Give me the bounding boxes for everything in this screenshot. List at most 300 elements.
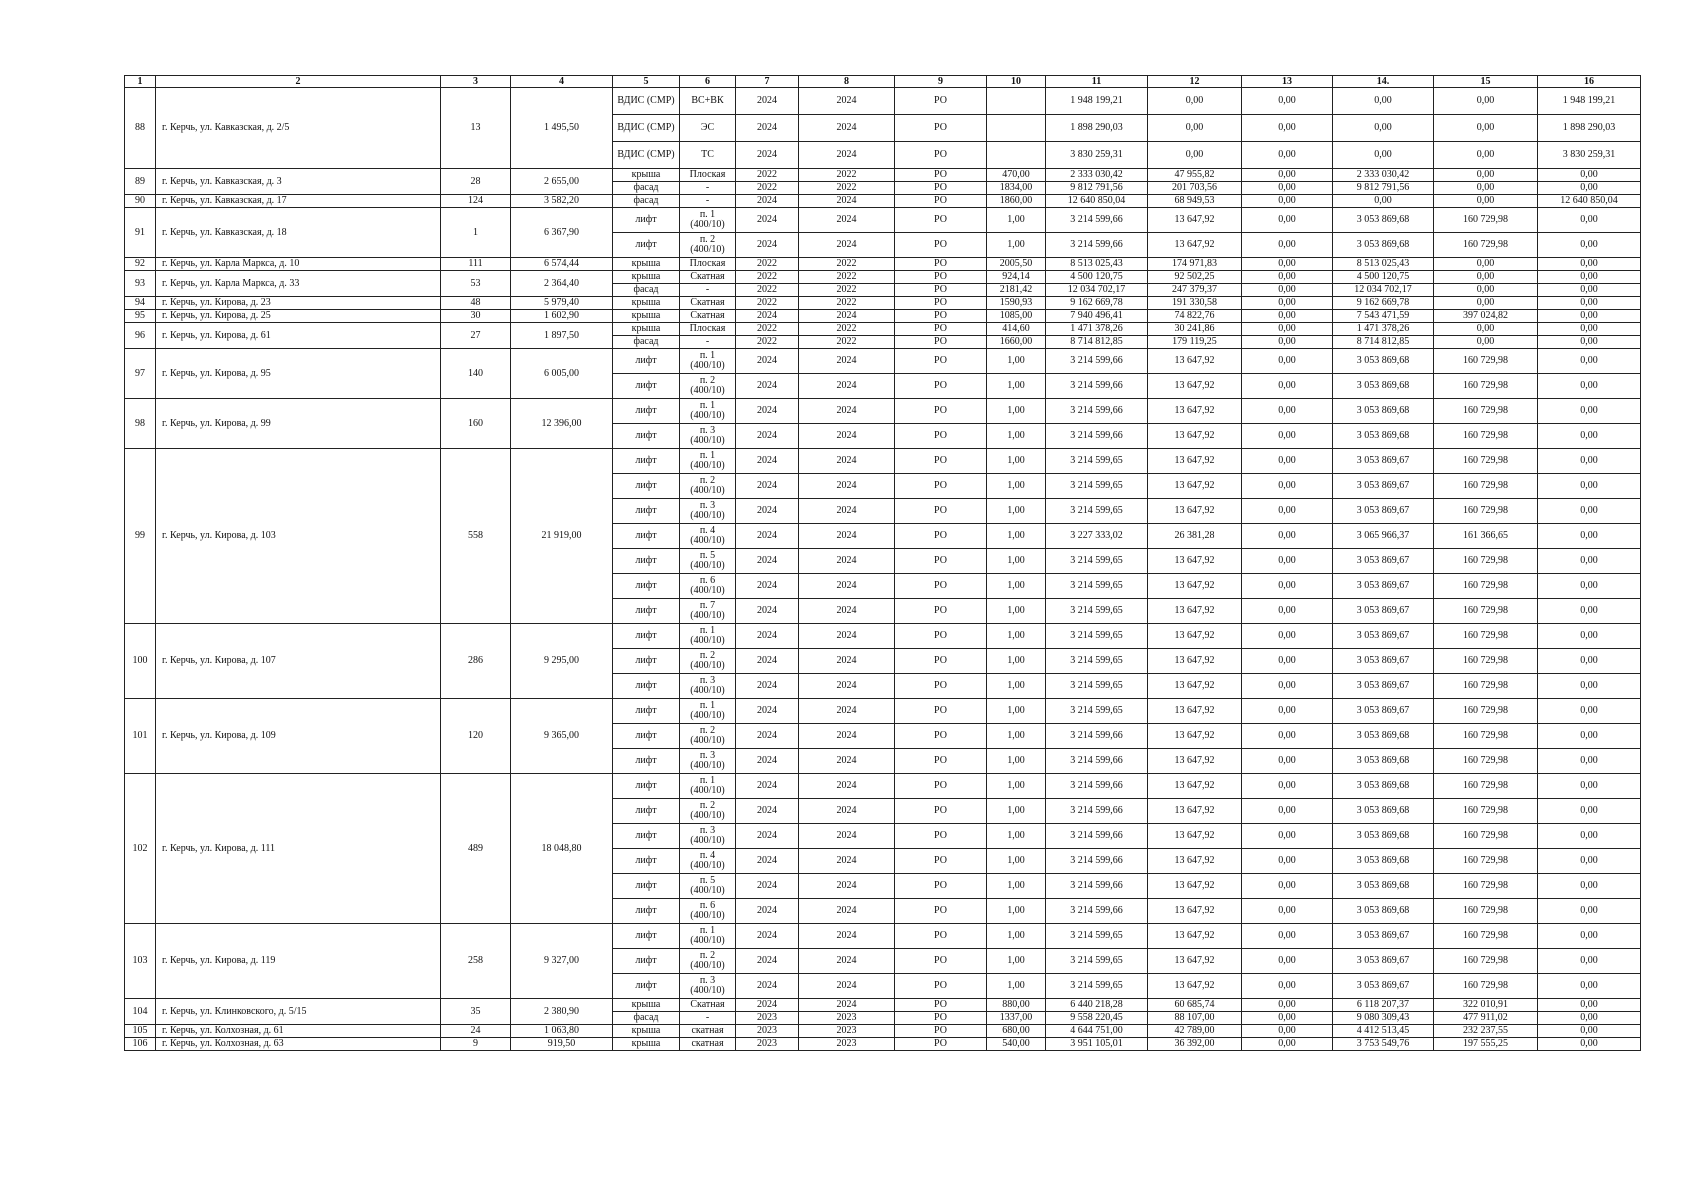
cell-work-detail: п. 1 (400/10) (680, 399, 736, 424)
cell-col-15: 0,00 (1434, 336, 1538, 349)
cell-work-detail: - (680, 1012, 736, 1025)
cell-col-15: 160 729,98 (1434, 649, 1538, 674)
cell-volume: 1,00 (987, 349, 1046, 374)
cell-col-13: 0,00 (1242, 336, 1333, 349)
cell-total-cost: 3 830 259,31 (1046, 142, 1148, 169)
cell-source: РО (895, 1038, 987, 1051)
cell-work-type: крыша (613, 999, 680, 1012)
cell-col-13: 0,00 (1242, 297, 1333, 310)
cell-source: РО (895, 374, 987, 399)
table-row (125, 258, 1641, 271)
cell-address: г. Керчь, ул. Колхозная, д. 61 (156, 1025, 441, 1038)
cell-col-16: 0,00 (1538, 1012, 1641, 1025)
header-cell: 11 (1046, 76, 1148, 88)
cell-col-14: 0,00 (1333, 88, 1434, 115)
cell-col-13: 0,00 (1242, 599, 1333, 624)
cell-work-type: фасад (613, 195, 680, 208)
cell-col-14: 0,00 (1333, 142, 1434, 169)
cell-year-end: 2024 (799, 142, 895, 169)
cell-total-cost: 1 471 378,26 (1046, 323, 1148, 336)
cell-col-15: 160 729,98 (1434, 749, 1538, 774)
cell-total-cost: 3 214 599,66 (1046, 749, 1148, 774)
cell-col-14: 3 053 869,68 (1333, 724, 1434, 749)
cell-col-14: 3 053 869,68 (1333, 349, 1434, 374)
cell-volume: 1,00 (987, 374, 1046, 399)
cell-col-12: 0,00 (1148, 115, 1242, 142)
table-row (125, 208, 1641, 233)
cell-year-end: 2022 (799, 297, 895, 310)
cell-year-start: 2024 (736, 749, 799, 774)
cell-year-start: 2024 (736, 649, 799, 674)
header-cell: 9 (895, 76, 987, 88)
cell-col-3: 53 (441, 271, 511, 297)
cell-work-detail: п. 2 (400/10) (680, 233, 736, 258)
cell-year-start: 2024 (736, 949, 799, 974)
cell-total-cost: 3 214 599,66 (1046, 874, 1148, 899)
cell-col-12: 13 647,92 (1148, 574, 1242, 599)
cell-col-14: 8 513 025,43 (1333, 258, 1434, 271)
cell-col-13: 0,00 (1242, 799, 1333, 824)
cell-volume: 1,00 (987, 574, 1046, 599)
cell-total-cost: 9 812 791,56 (1046, 182, 1148, 195)
cell-col-14: 3 053 869,68 (1333, 849, 1434, 874)
cell-col-15: 160 729,98 (1434, 474, 1538, 499)
cell-row-number: 89 (125, 169, 156, 195)
cell-volume: 1,00 (987, 399, 1046, 424)
cell-col-14: 3 053 869,68 (1333, 874, 1434, 899)
cell-volume: 1,00 (987, 599, 1046, 624)
cell-col-3: 1 (441, 208, 511, 258)
cell-year-start: 2024 (736, 310, 799, 323)
header-cell: 15 (1434, 76, 1538, 88)
cell-year-start: 2024 (736, 874, 799, 899)
cell-total-cost: 3 214 599,66 (1046, 233, 1148, 258)
cell-total-cost: 4 500 120,75 (1046, 271, 1148, 284)
cell-col-13: 0,00 (1242, 699, 1333, 724)
cell-col-13: 0,00 (1242, 115, 1333, 142)
cell-year-start: 2024 (736, 499, 799, 524)
document-sheet (124, 75, 1640, 1051)
cell-col-3: 28 (441, 169, 511, 195)
cell-volume: 1,00 (987, 474, 1046, 499)
cell-area: 9 327,00 (511, 924, 613, 999)
cell-work-type: крыша (613, 310, 680, 323)
cell-area: 2 380,90 (511, 999, 613, 1025)
cell-work-detail: Скатная (680, 297, 736, 310)
cell-year-start: 2024 (736, 195, 799, 208)
cell-work-detail: п. 3 (400/10) (680, 824, 736, 849)
cell-year-start: 2024 (736, 474, 799, 499)
cell-year-end: 2024 (799, 874, 895, 899)
cell-total-cost: 3 214 599,66 (1046, 374, 1148, 399)
cell-volume: 1860,00 (987, 195, 1046, 208)
cell-total-cost: 3 951 105,01 (1046, 1038, 1148, 1051)
cell-source: РО (895, 1025, 987, 1038)
cell-volume: 1834,00 (987, 182, 1046, 195)
cell-work-type: крыша (613, 297, 680, 310)
cell-total-cost: 2 333 030,42 (1046, 169, 1148, 182)
cell-col-12: 201 703,56 (1148, 182, 1242, 195)
cell-work-detail: п. 1 (400/10) (680, 699, 736, 724)
cell-volume: 2181,42 (987, 284, 1046, 297)
cell-year-start: 2024 (736, 424, 799, 449)
cell-work-detail: Скатная (680, 310, 736, 323)
cell-year-end: 2024 (799, 208, 895, 233)
cell-row-number: 93 (125, 271, 156, 297)
cell-year-start: 2023 (736, 1038, 799, 1051)
header-cell: 14. (1333, 76, 1434, 88)
cell-source: РО (895, 924, 987, 949)
cell-year-start: 2024 (736, 233, 799, 258)
cell-col-16: 0,00 (1538, 310, 1641, 323)
cell-col-13: 0,00 (1242, 258, 1333, 271)
header-cell: 4 (511, 76, 613, 88)
cell-col-12: 13 647,92 (1148, 399, 1242, 424)
cell-year-end: 2024 (799, 424, 895, 449)
cell-work-type: ВДИС (СМР) (613, 88, 680, 115)
cell-source: РО (895, 233, 987, 258)
cell-year-start: 2023 (736, 1025, 799, 1038)
table-row (125, 88, 1641, 115)
cell-col-15: 0,00 (1434, 297, 1538, 310)
cell-address: г. Керчь, ул. Кирова, д. 25 (156, 310, 441, 323)
cell-address: г. Керчь, ул. Кавказская, д. 18 (156, 208, 441, 258)
cell-work-type: лифт (613, 399, 680, 424)
cell-col-16: 0,00 (1538, 474, 1641, 499)
cell-year-end: 2024 (799, 624, 895, 649)
cell-volume: 1,00 (987, 749, 1046, 774)
header-cell: 12 (1148, 76, 1242, 88)
cell-work-type: лифт (613, 233, 680, 258)
cell-col-13: 0,00 (1242, 1012, 1333, 1025)
cell-col-15: 160 729,98 (1434, 774, 1538, 799)
cell-col-15: 160 729,98 (1434, 374, 1538, 399)
cell-volume: 680,00 (987, 1025, 1046, 1038)
cell-col-16: 0,00 (1538, 849, 1641, 874)
cell-work-detail: п. 2 (400/10) (680, 474, 736, 499)
cell-work-type: лифт (613, 949, 680, 974)
cell-col-12: 13 647,92 (1148, 233, 1242, 258)
cell-work-detail: Скатная (680, 999, 736, 1012)
cell-volume: 1,00 (987, 774, 1046, 799)
cell-col-12: 13 647,92 (1148, 774, 1242, 799)
cell-col-13: 0,00 (1242, 310, 1333, 323)
cell-col-13: 0,00 (1242, 874, 1333, 899)
cell-area: 9 295,00 (511, 624, 613, 699)
cell-total-cost: 3 214 599,65 (1046, 599, 1148, 624)
cell-work-detail: п. 7 (400/10) (680, 599, 736, 624)
cell-col-14: 3 053 869,67 (1333, 499, 1434, 524)
cell-source: РО (895, 399, 987, 424)
cell-source: РО (895, 774, 987, 799)
table-row (125, 271, 1641, 284)
cell-work-detail: Плоская (680, 169, 736, 182)
cell-col-16: 0,00 (1538, 674, 1641, 699)
cell-year-end: 2024 (799, 310, 895, 323)
cell-col-14: 4 500 120,75 (1333, 271, 1434, 284)
cell-col-14: 0,00 (1333, 195, 1434, 208)
cell-work-type: лифт (613, 874, 680, 899)
cell-year-end: 2024 (799, 849, 895, 874)
cell-col-16: 0,00 (1538, 824, 1641, 849)
cell-work-type: лифт (613, 474, 680, 499)
table-row (125, 774, 1641, 799)
cell-work-detail: п. 2 (400/10) (680, 949, 736, 974)
cell-col-12: 13 647,92 (1148, 649, 1242, 674)
cell-col-13: 0,00 (1242, 142, 1333, 169)
cell-total-cost: 6 440 218,28 (1046, 999, 1148, 1012)
cell-col-14: 3 065 966,37 (1333, 524, 1434, 549)
cell-col-16: 1 898 290,03 (1538, 115, 1641, 142)
cell-address: г. Керчь, ул. Кирова, д. 95 (156, 349, 441, 399)
cell-work-detail: п. 5 (400/10) (680, 549, 736, 574)
cell-total-cost: 8 513 025,43 (1046, 258, 1148, 271)
cell-col-15: 160 729,98 (1434, 399, 1538, 424)
cell-year-end: 2024 (799, 599, 895, 624)
cell-col-15: 160 729,98 (1434, 349, 1538, 374)
cell-total-cost: 3 214 599,65 (1046, 574, 1148, 599)
table-row (125, 169, 1641, 182)
cell-total-cost: 3 214 599,66 (1046, 208, 1148, 233)
cell-col-14: 3 053 869,67 (1333, 949, 1434, 974)
cell-col-16: 0,00 (1538, 774, 1641, 799)
cell-col-16: 0,00 (1538, 336, 1641, 349)
cell-col-14: 3 053 869,67 (1333, 599, 1434, 624)
cell-source: РО (895, 142, 987, 169)
cell-total-cost: 3 214 599,65 (1046, 974, 1148, 999)
cell-year-end: 2022 (799, 271, 895, 284)
cell-col-14: 3 053 869,67 (1333, 699, 1434, 724)
cell-total-cost: 3 214 599,66 (1046, 899, 1148, 924)
cell-work-type: лифт (613, 549, 680, 574)
cell-col-16: 0,00 (1538, 349, 1641, 374)
cell-work-type: лифт (613, 799, 680, 824)
cell-col-13: 0,00 (1242, 749, 1333, 774)
cell-year-end: 2024 (799, 549, 895, 574)
cell-year-start: 2024 (736, 699, 799, 724)
cell-work-type: лифт (613, 724, 680, 749)
cell-address: г. Керчь, ул. Карла Маркса, д. 10 (156, 258, 441, 271)
cell-year-start: 2024 (736, 449, 799, 474)
cell-year-start: 2024 (736, 799, 799, 824)
table-row (125, 699, 1641, 724)
cell-col-16: 0,00 (1538, 999, 1641, 1012)
cell-volume: 1,00 (987, 849, 1046, 874)
cell-col-16: 0,00 (1538, 924, 1641, 949)
cell-year-start: 2022 (736, 258, 799, 271)
cell-volume: 414,60 (987, 323, 1046, 336)
cell-row-number: 98 (125, 399, 156, 449)
cell-source: РО (895, 424, 987, 449)
cell-total-cost: 3 214 599,66 (1046, 349, 1148, 374)
cell-year-end: 2024 (799, 724, 895, 749)
cell-col-12: 0,00 (1148, 142, 1242, 169)
cell-col-16: 0,00 (1538, 499, 1641, 524)
cell-col-3: 9 (441, 1038, 511, 1051)
cell-year-end: 2022 (799, 182, 895, 195)
cell-col-16: 0,00 (1538, 1038, 1641, 1051)
cell-source: РО (895, 674, 987, 699)
cell-work-detail: скатная (680, 1025, 736, 1038)
cell-work-detail: п. 4 (400/10) (680, 849, 736, 874)
cell-work-type: лифт (613, 974, 680, 999)
cell-col-14: 3 053 869,67 (1333, 674, 1434, 699)
cell-year-end: 2024 (799, 824, 895, 849)
cell-col-12: 13 647,92 (1148, 674, 1242, 699)
cell-work-detail: п. 3 (400/10) (680, 749, 736, 774)
cell-col-12: 13 647,92 (1148, 599, 1242, 624)
cell-col-14: 4 412 513,45 (1333, 1025, 1434, 1038)
cell-volume: 1,00 (987, 424, 1046, 449)
cell-col-14: 3 053 869,67 (1333, 449, 1434, 474)
cell-col-15: 160 729,98 (1434, 924, 1538, 949)
cell-col-3: 27 (441, 323, 511, 349)
cell-area: 12 396,00 (511, 399, 613, 449)
cell-col-12: 13 647,92 (1148, 449, 1242, 474)
cell-source: РО (895, 271, 987, 284)
cell-col-3: 286 (441, 624, 511, 699)
cell-col-15: 160 729,98 (1434, 974, 1538, 999)
cell-volume: 924,14 (987, 271, 1046, 284)
cell-year-end: 2024 (799, 749, 895, 774)
cell-col-15: 160 729,98 (1434, 624, 1538, 649)
cell-total-cost: 1 948 199,21 (1046, 88, 1148, 115)
cell-source: РО (895, 310, 987, 323)
cell-col-12: 92 502,25 (1148, 271, 1242, 284)
cell-col-15: 477 911,02 (1434, 1012, 1538, 1025)
cell-year-start: 2022 (736, 271, 799, 284)
cell-work-detail: п. 2 (400/10) (680, 724, 736, 749)
cell-work-detail: п. 2 (400/10) (680, 649, 736, 674)
cell-col-15: 160 729,98 (1434, 724, 1538, 749)
cell-col-13: 0,00 (1242, 624, 1333, 649)
cell-total-cost: 9 558 220,45 (1046, 1012, 1148, 1025)
cell-work-type: лифт (613, 449, 680, 474)
cell-year-end: 2023 (799, 1025, 895, 1038)
cell-work-detail: п. 6 (400/10) (680, 574, 736, 599)
cell-area: 1 897,50 (511, 323, 613, 349)
cell-col-15: 160 729,98 (1434, 874, 1538, 899)
cell-total-cost: 1 898 290,03 (1046, 115, 1148, 142)
cell-year-start: 2024 (736, 974, 799, 999)
cell-col-14: 3 053 869,68 (1333, 824, 1434, 849)
cell-col-3: 111 (441, 258, 511, 271)
table-row (125, 1025, 1641, 1038)
cell-address: г. Керчь, ул. Кирова, д. 23 (156, 297, 441, 310)
cell-col-16: 0,00 (1538, 974, 1641, 999)
cell-work-type: лифт (613, 374, 680, 399)
cell-col-12: 13 647,92 (1148, 624, 1242, 649)
cell-year-start: 2024 (736, 349, 799, 374)
cell-source: РО (895, 624, 987, 649)
cell-source: РО (895, 799, 987, 824)
cell-col-16: 0,00 (1538, 284, 1641, 297)
header-cell: 10 (987, 76, 1046, 88)
cell-col-15: 0,00 (1434, 182, 1538, 195)
cell-address: г. Керчь, ул. Кирова, д. 103 (156, 449, 441, 624)
cell-source: РО (895, 474, 987, 499)
cell-col-13: 0,00 (1242, 774, 1333, 799)
cell-work-type: лифт (613, 924, 680, 949)
cell-row-number: 102 (125, 774, 156, 924)
cell-col-13: 0,00 (1242, 233, 1333, 258)
cell-total-cost: 3 214 599,65 (1046, 674, 1148, 699)
cell-col-14: 3 053 869,67 (1333, 549, 1434, 574)
cell-source: РО (895, 874, 987, 899)
cell-address: г. Керчь, ул. Кавказская, д. 17 (156, 195, 441, 208)
cell-year-end: 2024 (799, 374, 895, 399)
cell-col-13: 0,00 (1242, 849, 1333, 874)
cell-row-number: 96 (125, 323, 156, 349)
cell-address: г. Керчь, ул. Кирова, д. 109 (156, 699, 441, 774)
cell-row-number: 97 (125, 349, 156, 399)
cell-col-13: 0,00 (1242, 323, 1333, 336)
cell-work-detail: п. 5 (400/10) (680, 874, 736, 899)
cell-col-15: 160 729,98 (1434, 674, 1538, 699)
cell-volume: 1590,93 (987, 297, 1046, 310)
cell-year-start: 2024 (736, 724, 799, 749)
cell-col-12: 26 381,28 (1148, 524, 1242, 549)
cell-volume: 1,00 (987, 824, 1046, 849)
cell-volume: 1337,00 (987, 1012, 1046, 1025)
cell-col-14: 3 053 869,67 (1333, 924, 1434, 949)
cell-col-14: 3 053 869,67 (1333, 474, 1434, 499)
cell-col-15: 160 729,98 (1434, 849, 1538, 874)
cell-year-end: 2022 (799, 169, 895, 182)
cell-year-start: 2022 (736, 297, 799, 310)
cell-col-16: 0,00 (1538, 724, 1641, 749)
cell-col-13: 0,00 (1242, 1025, 1333, 1038)
cell-work-type: лифт (613, 674, 680, 699)
cell-total-cost: 8 714 812,85 (1046, 336, 1148, 349)
cell-year-start: 2024 (736, 88, 799, 115)
cell-year-end: 2024 (799, 949, 895, 974)
cell-work-detail: п. 2 (400/10) (680, 799, 736, 824)
cell-work-type: крыша (613, 1038, 680, 1051)
cell-col-12: 60 685,74 (1148, 999, 1242, 1012)
cell-year-end: 2023 (799, 1012, 895, 1025)
table-row (125, 999, 1641, 1012)
cell-col-13: 0,00 (1242, 195, 1333, 208)
header-row (125, 76, 1641, 88)
cell-col-12: 13 647,92 (1148, 899, 1242, 924)
cell-year-end: 2024 (799, 399, 895, 424)
cell-work-type: лифт (613, 649, 680, 674)
cell-address: г. Керчь, ул. Кавказская, д. 2/5 (156, 88, 441, 169)
header-cell: 2 (156, 76, 441, 88)
cell-area: 6 367,90 (511, 208, 613, 258)
cell-col-14: 3 053 869,68 (1333, 208, 1434, 233)
cell-year-start: 2024 (736, 115, 799, 142)
cell-col-12: 13 647,92 (1148, 349, 1242, 374)
cell-col-15: 197 555,25 (1434, 1038, 1538, 1051)
cell-col-15: 232 237,55 (1434, 1025, 1538, 1038)
table-row (125, 924, 1641, 949)
cell-work-detail: п. 1 (400/10) (680, 449, 736, 474)
cell-col-12: 13 647,92 (1148, 874, 1242, 899)
cell-year-start: 2024 (736, 824, 799, 849)
cell-address: г. Керчь, ул. Кирова, д. 107 (156, 624, 441, 699)
cell-year-end: 2024 (799, 499, 895, 524)
cell-year-end: 2024 (799, 924, 895, 949)
cell-col-16: 0,00 (1538, 649, 1641, 674)
cell-year-start: 2024 (736, 899, 799, 924)
cell-year-start: 2024 (736, 849, 799, 874)
cell-source: РО (895, 449, 987, 474)
cell-work-detail: п. 6 (400/10) (680, 899, 736, 924)
cell-work-type: лифт (613, 524, 680, 549)
cell-work-type: фасад (613, 1012, 680, 1025)
